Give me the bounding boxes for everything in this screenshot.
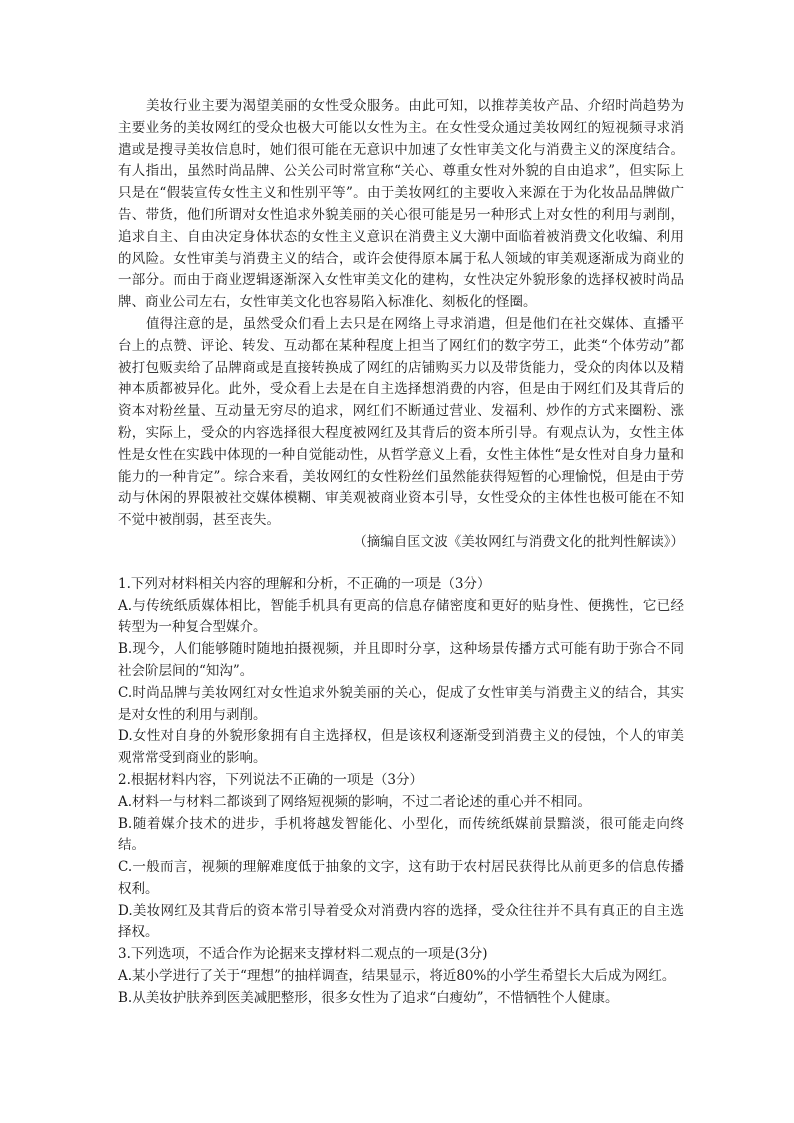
document-page bbox=[118, 96, 684, 1010]
question-1-stem: 1.下列对材料相关内容的理解和分析，不正确的一项是（3分） bbox=[118, 575, 491, 592]
question-1-option-c: C.时尚品牌与美妆网红对女性追求外貌美丽的关心，促成了女性审美与消费主义的结合，其实是对女性的利用与剥削。 bbox=[118, 684, 684, 723]
question-1-option-d: D.女性对自身的外貌形象拥有自主选择权，但是该权利逐渐受到消费主义的侵蚀，个人的审美观常常受到商业的影响。 bbox=[118, 728, 684, 767]
question-2-option-d: D.美妆网红及其背后的资本常引导着受众对消费内容的选择，受众往往并不具有真正的自主选择权。 bbox=[118, 902, 684, 941]
question-3-option-a: A.某小学进行了关于“理想”的抽样调查，结果显示，将近80%的小学生希望长大后成为网红。 bbox=[118, 968, 676, 985]
question-3-option-b: B.从美妆护肤养到医美减肥整形，很多女性为了追求“白瘦幼”，不惜牺牲个人健康。 bbox=[118, 989, 619, 1006]
question-2-stem: 2.根据材料内容，下列说法不正确的一项是（3分） bbox=[118, 771, 423, 788]
passage-paragraph-2: 值得注意的是，虽然受众们看上去只是在网络上寻求消遣，但是他们在社交媒体、直播平台上的点赞、评论、转发、互动都在某种程度上担当了网红们的数字劳工，此类“个体劳动”都被打包贩卖给了品牌商或是直接转换成了网红的店铺购买力以及带货能力，受众的肉体以及精神本质都被异化。此外，受众看上去是在自主选择想消费的内容，但是由于网红们及其背后的资本对粉丝量、互动量无穷尽的追求，网红们不断通过营业、发福利、炒作的方式来圈粉、涨粉，实际上，受众的内容选择很大程度被网红及其背后的资本所引导。有观点认为，女性主体性是女性在实践中体现的一种自觉能动性，从哲学意义上看，女性主体性“是女性对自身力量和能力的一种肯定”。综合来看，美妆网红的女性粉丝们虽然能获得短暂的心理愉悦，但是由于劳动与休闲的界限被社交媒体模糊、审美观被商业资本引导，女性受众的主体性也极可能在不知不觉中被削弱，甚至丧失。 bbox=[118, 315, 684, 529]
question-2-option-c: C.一般而言，视频的理解难度低于抽象的文字，这有助于农村居民获得比从前更多的信息传播权利。 bbox=[118, 859, 684, 897]
question-3-stem: 3.下列选项，不适合作为论据来支撑材料二观点的一项是(3分) bbox=[118, 946, 488, 963]
question-2-option-b: B.随着媒介技术的进步，手机将越发智能化、小型化，而传统纸媒前景黯淡，很可能走向终结。 bbox=[118, 815, 684, 854]
section-gap bbox=[118, 554, 684, 574]
passage-paragraph-1: 美妆行业主要为渴望美丽的女性受众服务。由此可知，以推荐美妆产品、介绍时尚趋势为主要业务的美妆网红的受众也极大可能以女性为主。在女性受众通过美妆网红的短视频寻求消遣或是搜寻美妆信息时，她们很可能在无意识中加速了女性审美文化与消费主义的深度结合。有人指出，虽然时尚品牌、公关公司时常宣称“关心、尊重女性对外貌的自由追求”，但实际上只是在“假装宣传女性主义和性别平等”。由于美妆网红的主要收入来源在于为化妆品品牌做广告、带货，他们所谓对女性追求外貌美丽的关心很可能是另一种形式上对女性的利用与剥削，追求自主、自由决定身体状态的女性主义意识在消费主义大潮中面临着被消费文化收编、利用的风险。女性审美与消费主义的结合，或许会使得原本属于私人领域的审美观逐渐成为商业的一部分。而由于商业逻辑逐渐深入女性审美文化的建构，女性决定外貌形象的选择权被时尚品牌、商业公司左右，女性审美文化也容易陷入标准化、刻板化的怪圈。 bbox=[118, 98, 684, 311]
question-1-option-a: A.与传统纸质媒体相比，智能手机具有更高的信息存储密度和更好的贴身性、便携性，它已经转型为一种复合型媒介。 bbox=[118, 597, 684, 636]
question-1-option-b: B.现今，人们能够随时随地拍摄视频，并且即时分享，这种场景传播方式可能有助于弥合不同社会阶层间的“知沟”。 bbox=[118, 641, 684, 679]
passage-source: （摘编自匡文波《美妆网红与消费文化的批判性解读》） bbox=[353, 533, 684, 550]
question-2-option-a: A.材料一与材料二都谈到了网络短视频的影响，不过二者论述的重心并不相同。 bbox=[118, 793, 592, 810]
